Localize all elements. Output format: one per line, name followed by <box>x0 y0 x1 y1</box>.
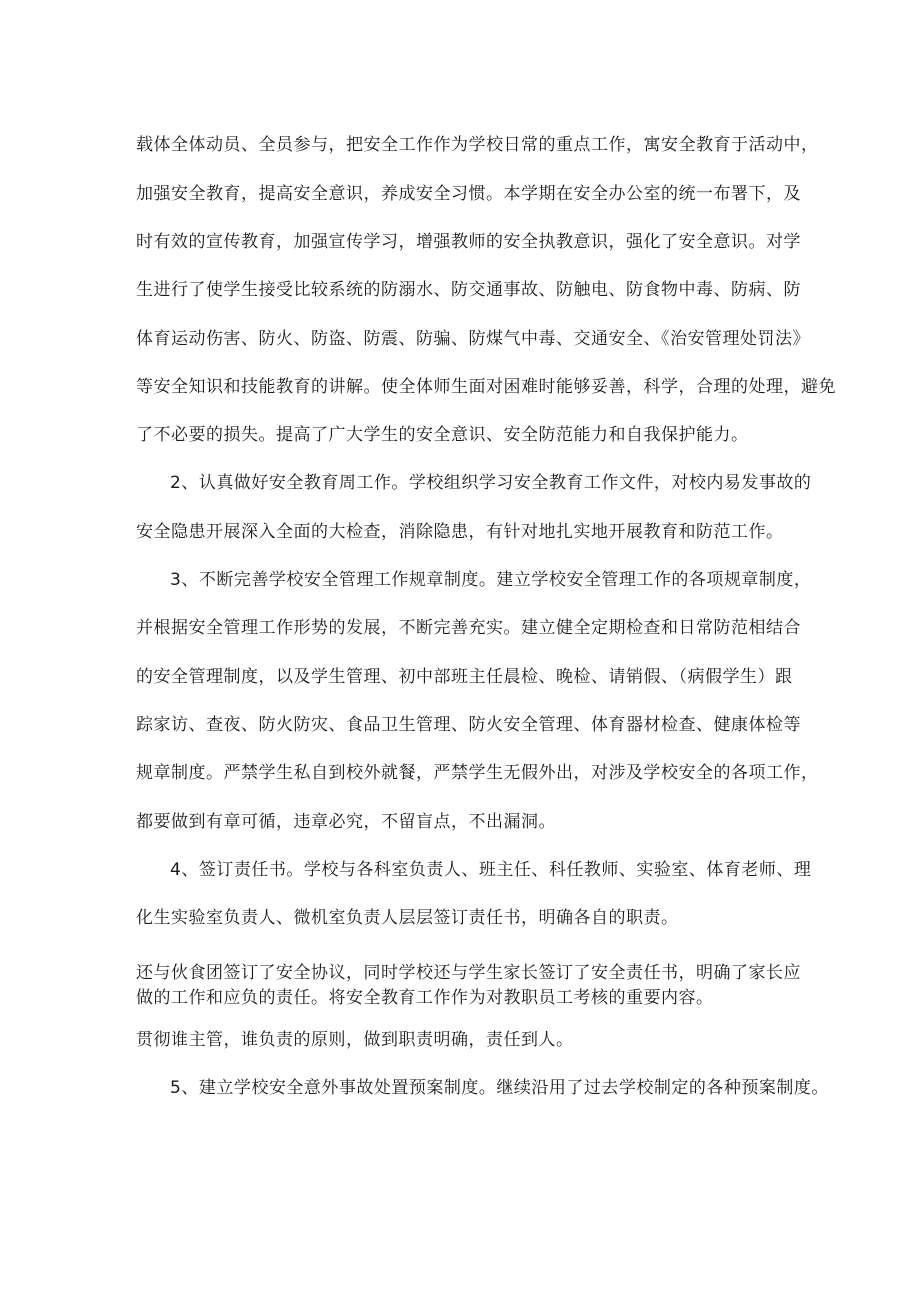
paragraph-4c-line: 贯彻谁主管，谁负责的原则，做到职责明确，责任到人。 <box>136 1030 574 1050</box>
paragraph-3-line: 3、不断完善学校安全管理工作规章制度。建立学校安全管理工作的各项规章制度， <box>170 570 812 590</box>
paragraph-4b-line: 做的工作和应负的责任。将安全教育工作作为对教职员工考核的重要内容。 <box>136 988 714 1008</box>
paragraph-4b-line: 还与伙食团签订了安全协议，同时学校还与学生家长签订了安全责任书，明确了家长应 <box>136 963 801 983</box>
paragraph-1-line: 加强安全教育，提高安全意识，养成安全习惯。本学期在安全办公室的统一布署下，及 <box>136 184 801 204</box>
paragraph-1-line: 体育运动伤害、防火、防盗、防震、防骗、防煤气中毒、交通安全、《治安管理处罚法》 <box>136 329 810 349</box>
paragraph-4-line: 4、签订责任书。学校与各科室负责人、班主任、科任教师、实验室、体育老师、理 <box>170 860 812 880</box>
paragraph-1-line: 生进行了使学生接受比较系统的防溺水、防交通事故、防触电、防食物中毒、防病、防 <box>136 280 801 300</box>
paragraph-1-line: 时有效的宣传教育，加强宣传学习，增强教师的安全执教意识，强化了安全意识。对学 <box>136 232 801 252</box>
paragraph-1-line: 了不必要的损失。提高了广大学生的安全意识、安全防范能力和自我保护能力。 <box>136 425 749 445</box>
paragraph-1-line: 载体全体动员、全员参与，把安全工作作为学校日常的重点工作，寓安全教育于活动中， <box>136 135 819 155</box>
paragraph-3-line: 规章制度。严禁学生私自到校外就餐，严禁学生无假外出，对涉及学校安全的各项工作， <box>136 763 819 783</box>
paragraph-2-line: 安全隐患开展深入全面的大检查，消除隐患，有针对地扎实地开展教育和防范工作。 <box>136 522 784 542</box>
paragraph-2-line: 2、认真做好安全教育周工作。学校组织学习安全教育工作文件，对校内易发事故的 <box>170 473 812 493</box>
paragraph-1-line: 等安全知识和技能教育的讲解。使全体师生面对困难时能够妥善，科学，合理的处理，避免 <box>136 377 836 397</box>
paragraph-3-line: 并根据安全管理工作形势的发展，不断完善充实。建立健全定期检查和日常防范相结合 <box>136 618 801 638</box>
paragraph-3-line: 的安全管理制度，以及学生管理、初中部班主任晨检、晚检、请销假、（病假学生）跟 <box>136 667 793 687</box>
paragraph-3-line: 踪家访、查夜、防火防灾、食品卫生管理、防火安全管理、体育器材检查、健康体检等 <box>136 715 801 735</box>
paragraph-3-line: 都要做到有章可循，违章必究，不留盲点，不出漏洞。 <box>136 812 556 832</box>
paragraph-5-line: 5、建立学校安全意外事故处置预案制度。继续沿用了过去学校制定的各种预案制度。 <box>170 1078 829 1098</box>
paragraph-4-line: 化生实验室负责人、微机室负责人层层签订责任书，明确各自的职责。 <box>136 908 679 928</box>
